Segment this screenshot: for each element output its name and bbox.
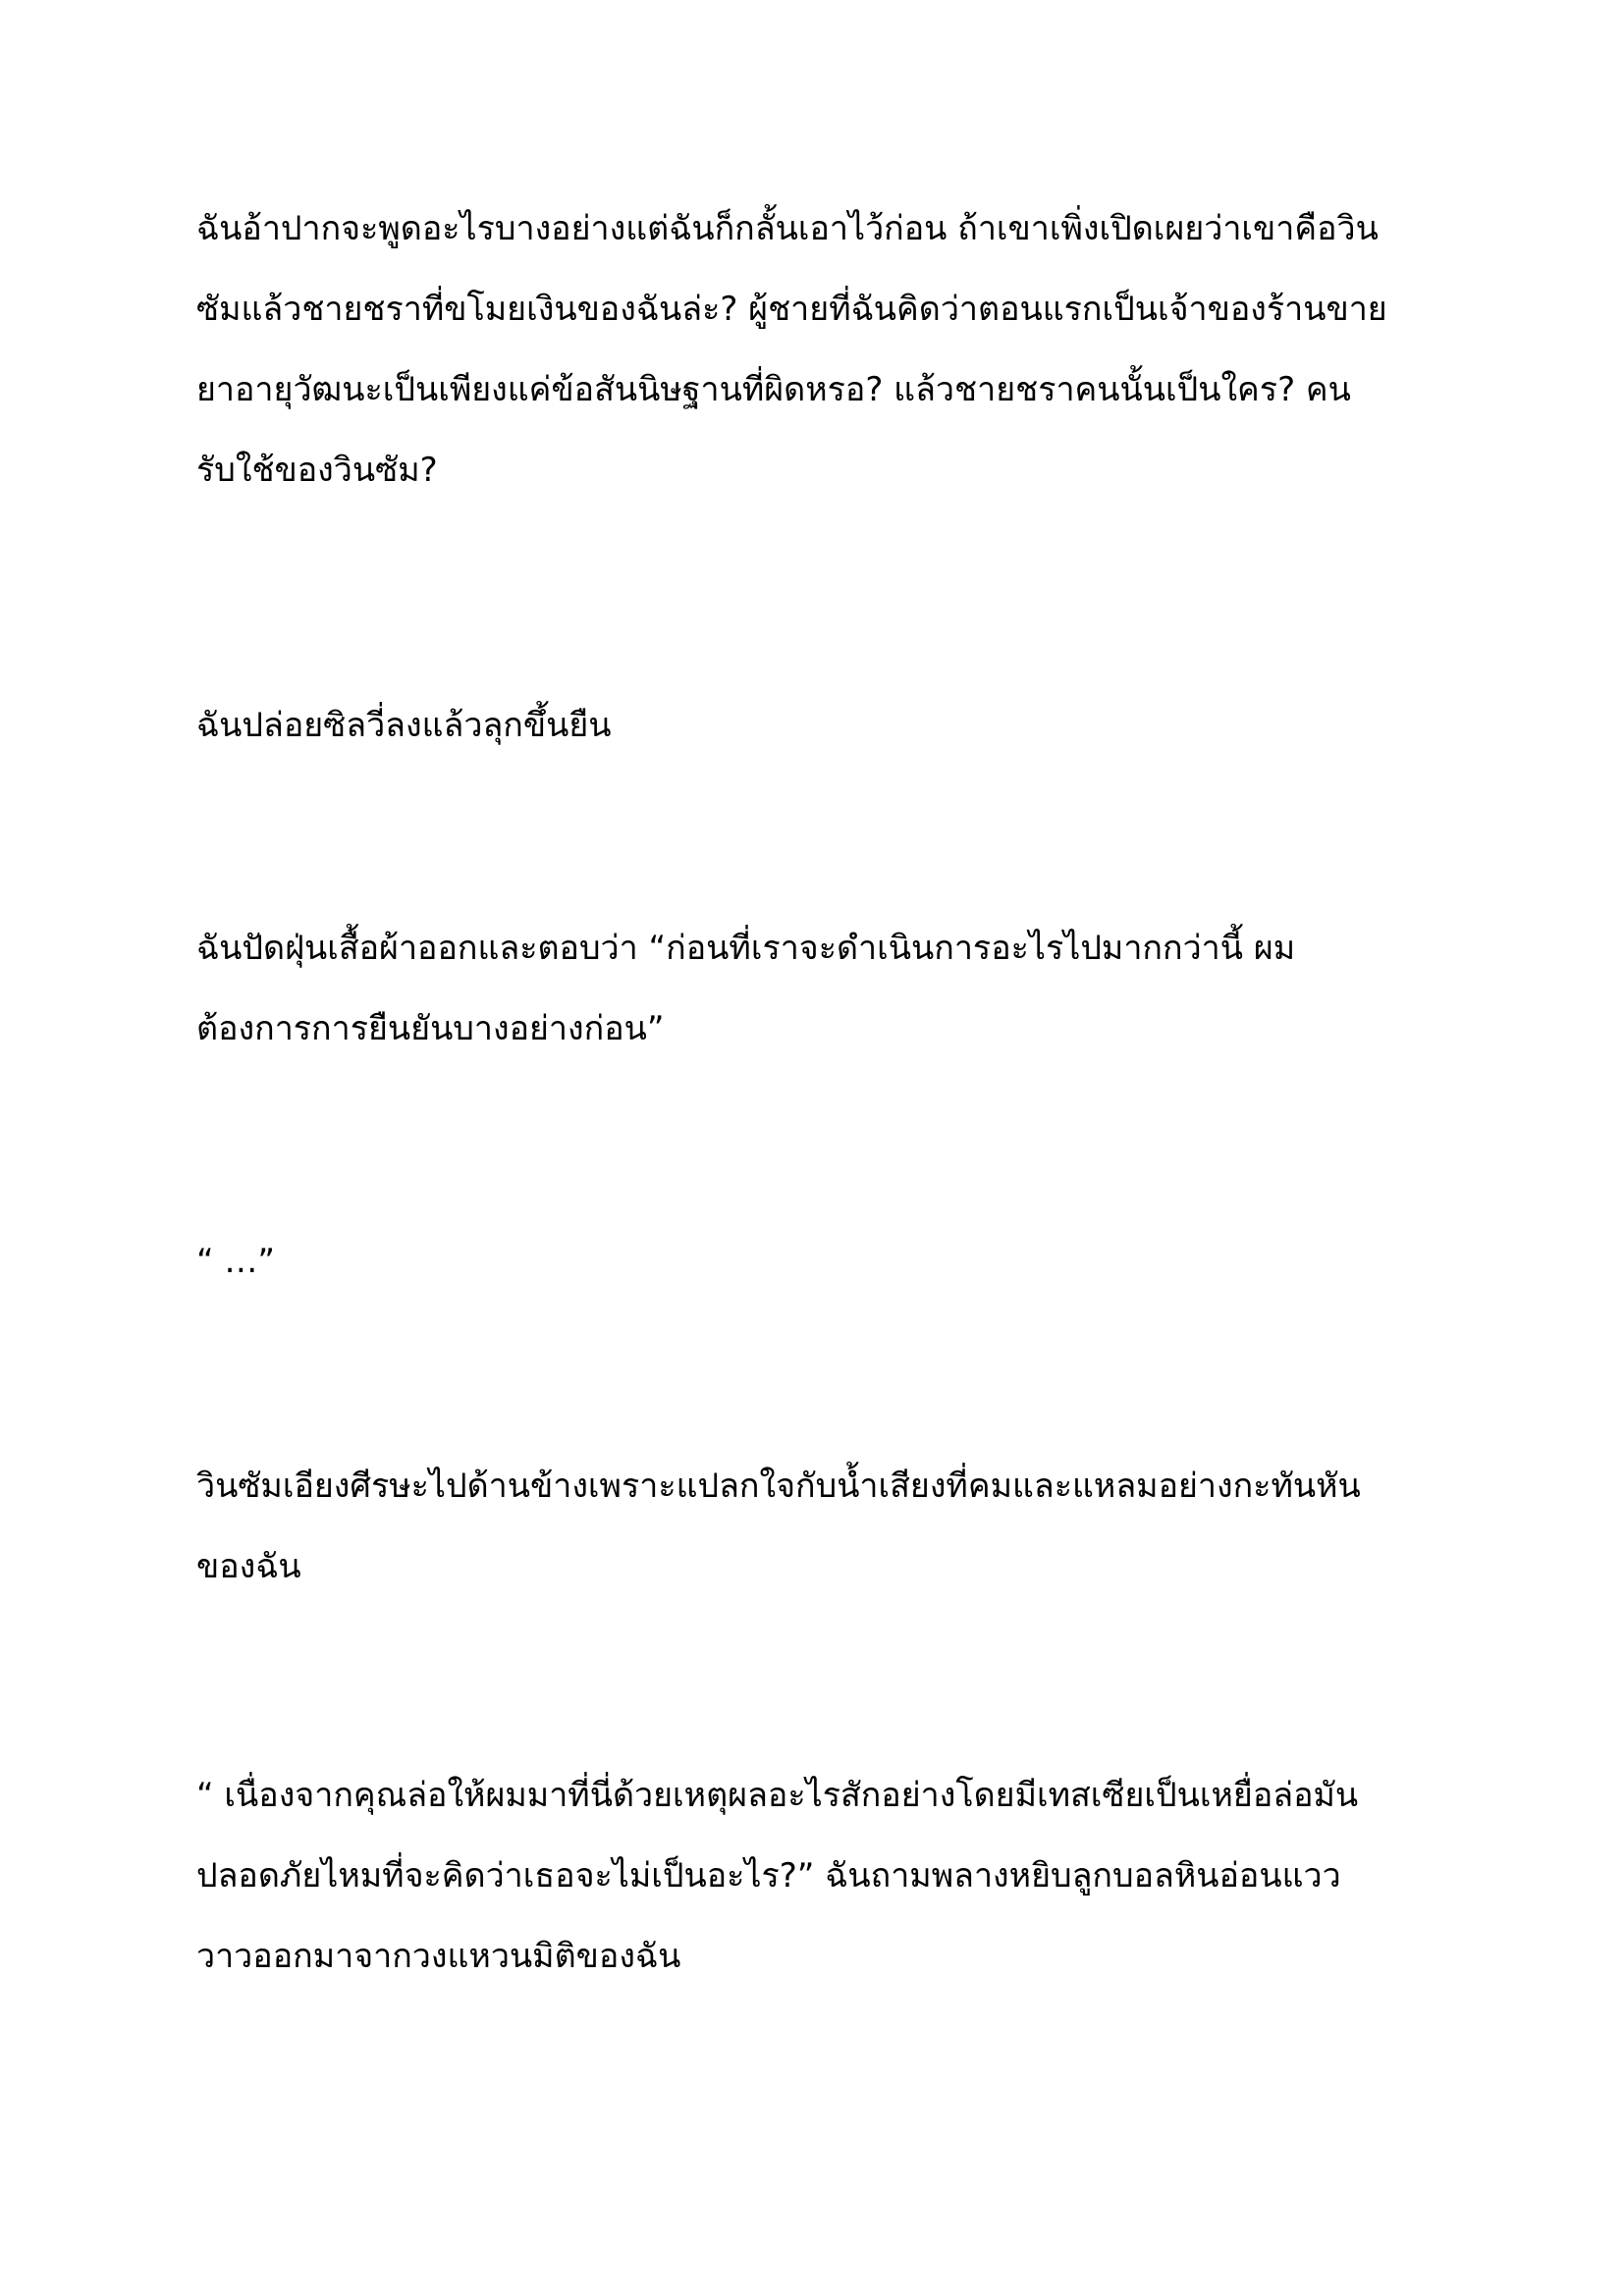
text-line: รับใช้ของวินซัม?: [196, 451, 438, 490]
text-line: ปลอดภัยไหมที่จะคิดว่าเธอจะไม่เป็นอะไร?” ฉันถามพลางหยิบลูกบอลหินอ่อนแวว: [196, 1856, 1341, 1896]
text-line: วินซัมเอียงศีรษะไปด้านข้างเพราะแปลกใจกับน้ำเสียงที่คมและแหลมอย่างกะทันหัน: [196, 1467, 1361, 1506]
paragraph-1: [196, 188, 1434, 510]
paragraph-4: [196, 1221, 1434, 1302]
paragraph-2: [196, 685, 1434, 766]
text-line: ฉันปล่อยซิลวี่ลงแล้วลุกขึ้นยืน: [196, 706, 612, 745]
text-line: “ เนื่องจากคุณล่อให้ผมมาที่นี่ด้วยเหตุผลอะไรสักอย่างโดยมีเทสเซียเป็นเหยื่อล่อมัน: [196, 1776, 1359, 1815]
paragraph-5: [196, 1446, 1434, 1607]
text-line: วาวออกมาจากวงแหวนมิติของฉัน: [196, 1937, 681, 1976]
text-line: ฉันอ้าปากจะพูดอะไรบางอย่างแต่ฉันก็กลั้นเอาไว้ก่อน ถ้าเขาเพิ่งเปิดเผยว่าเขาคือวิน: [196, 209, 1379, 248]
text-line: ต้องการการยืนยันบางอย่างก่อน”: [196, 1009, 665, 1048]
paragraph-3: [196, 908, 1434, 1069]
text-line: ยาอายุวัฒนะเป็นเพียงแค่ข้อสันนิษฐานที่ผิดหรอ? แล้วชายชราคนนั้นเป็นใคร? คน: [196, 370, 1351, 409]
paragraph-6: [196, 1755, 1434, 1997]
text-line: “ …”: [196, 1242, 276, 1281]
text-line: ของฉัน: [196, 1547, 301, 1586]
text-line: ฉันปัดฝุ่นเสื้อผ้าออกและตอบว่า “ก่อนที่เราจะดำเนินการอะไรไปมากกว่านี้ ผม: [196, 929, 1296, 968]
text-line: ซัมแล้วชายชราที่ขโมยเงินของฉันล่ะ? ผู้ชายที่ฉันคิดว่าตอนแรกเป็นเจ้าของร้านขาย: [196, 290, 1387, 329]
